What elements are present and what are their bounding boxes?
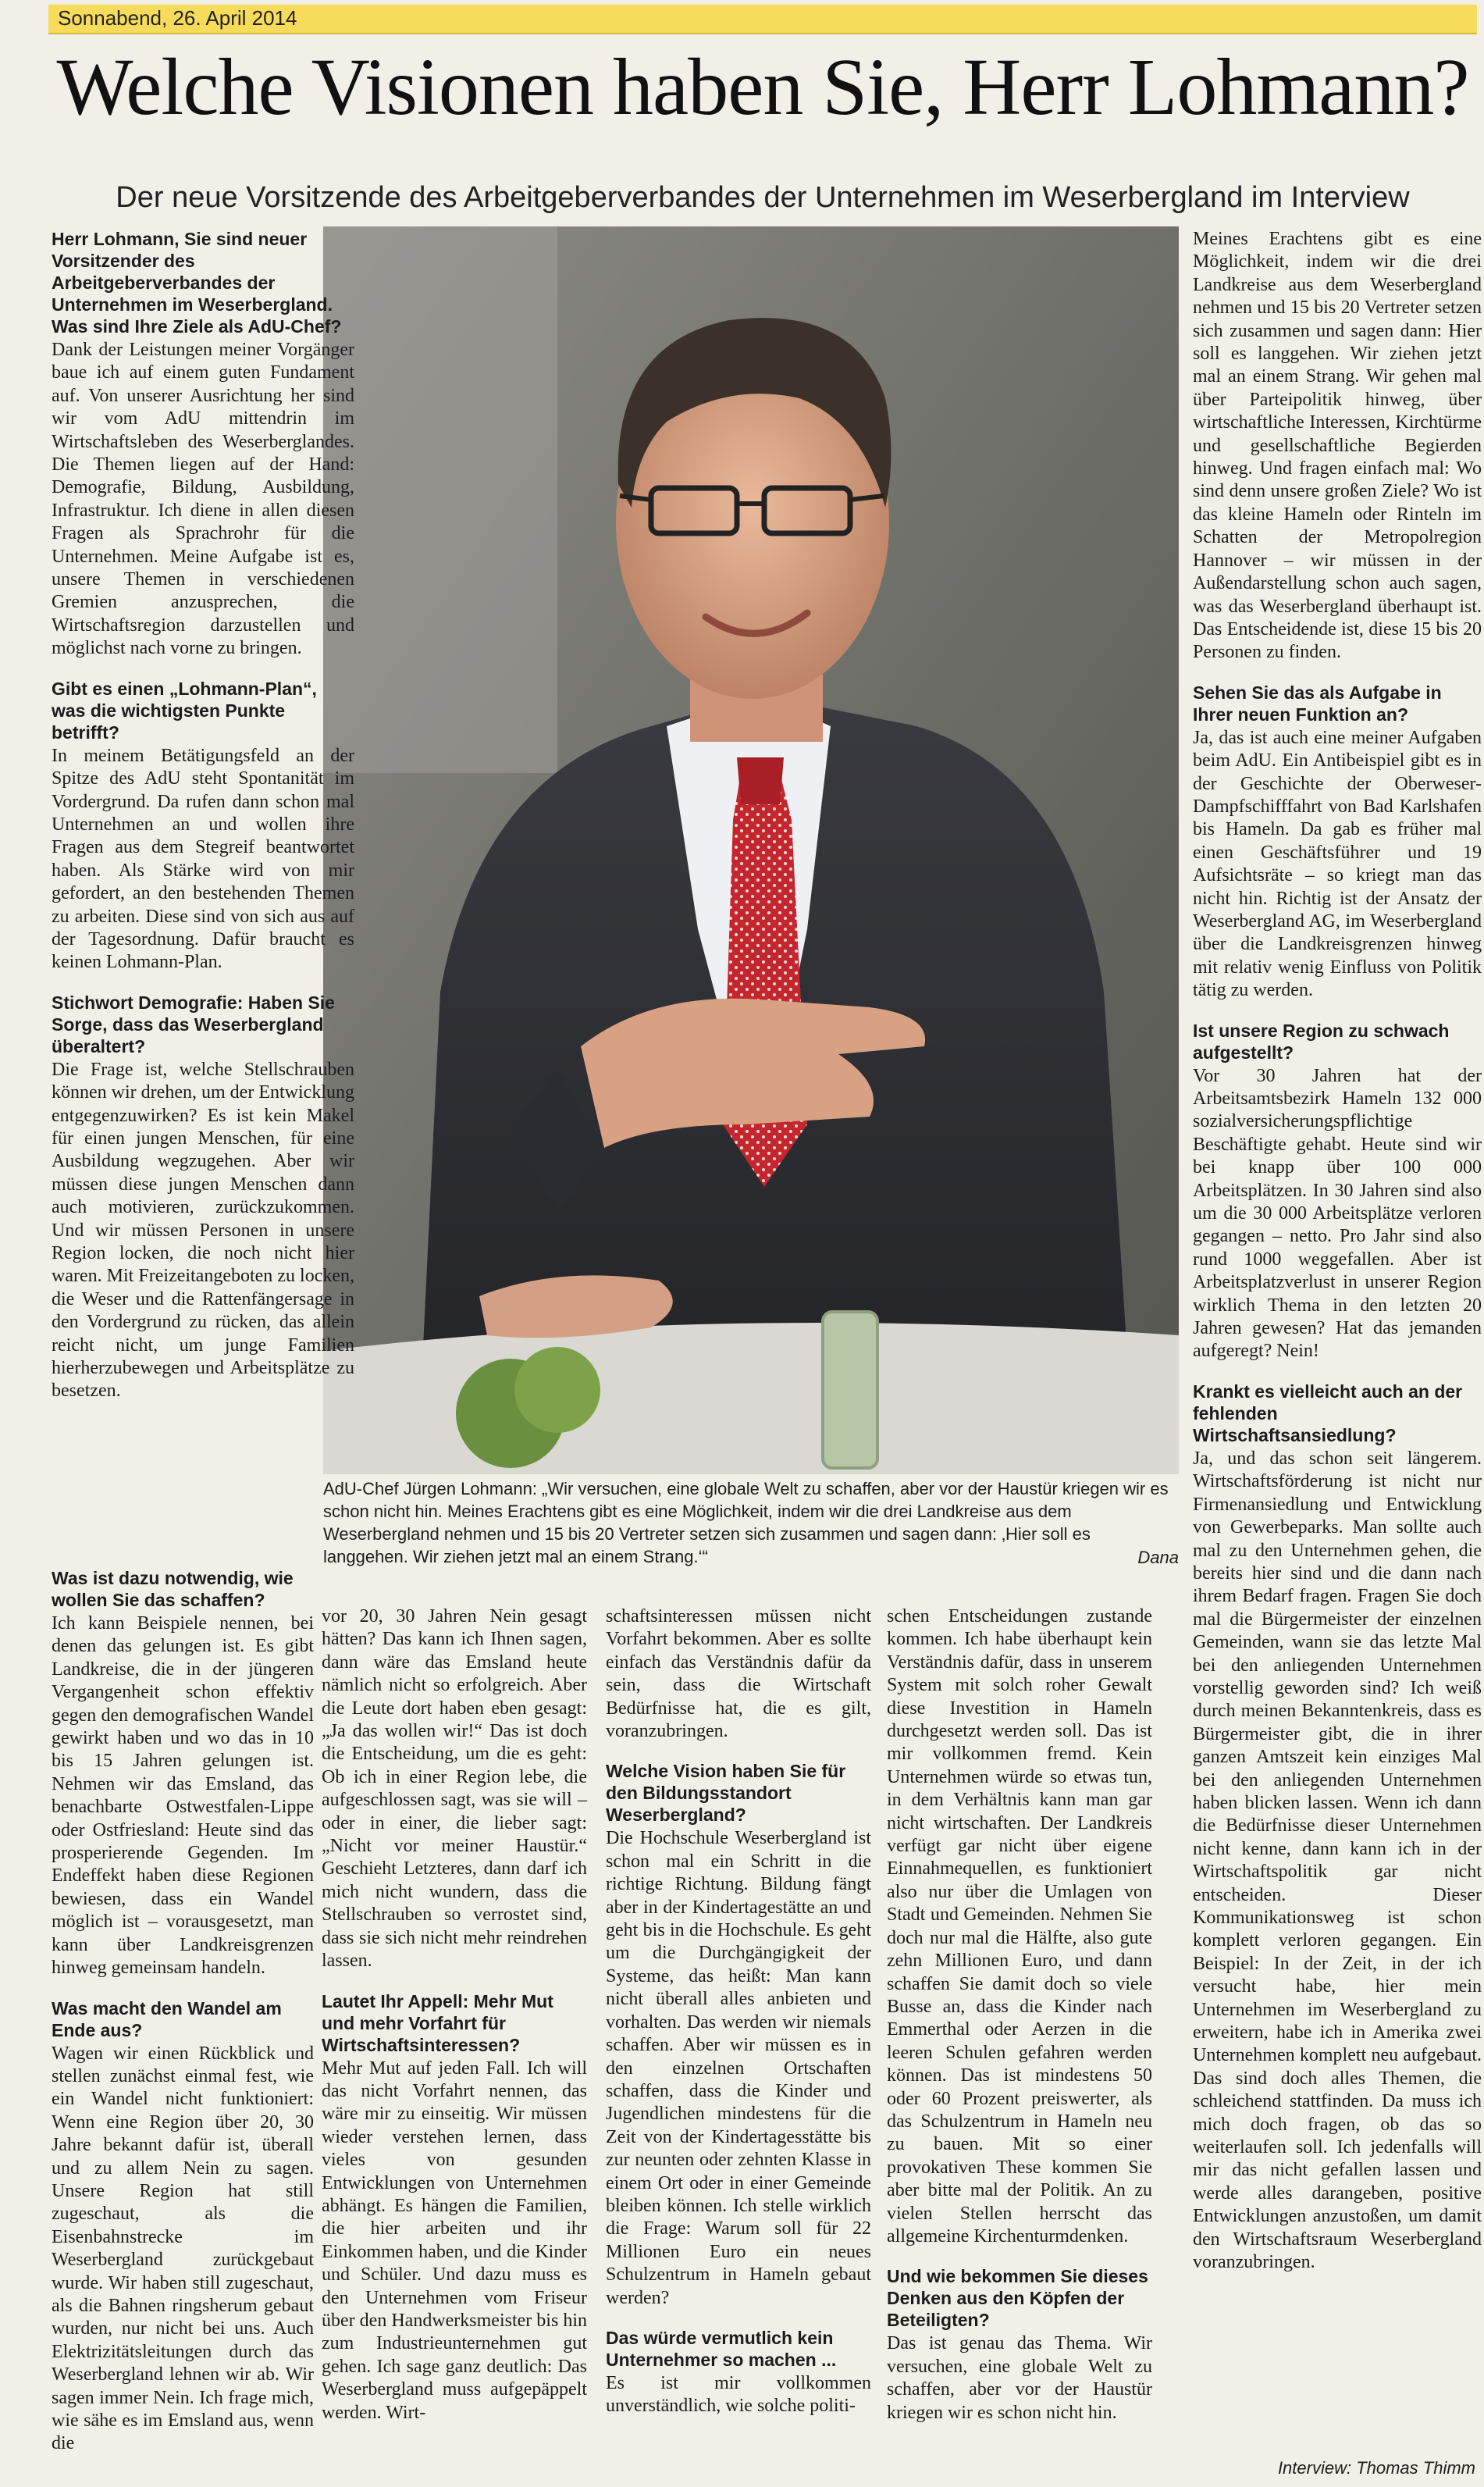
question-8: Das würde vermutlich kein Unternehmer so machen ... (606, 2327, 837, 2370)
article-column-5 (1193, 228, 1482, 2275)
question-4: Was ist dazu notwendig, wie wollen Sie das schaffen? (52, 1568, 294, 1610)
article-column-1-lower (52, 1567, 314, 2456)
answer-3: Die Frage ist, welche Stellschrauben können wir drehen, um der Entwicklung entgegenzuwirken? Es ist kein Makel für einen jungen Menschen, für eine Ausbildung wegzugehen. Aber wir müssen diese jungen Menschen dann auch motivieren, zurückzukommen. Und wir müssen Personen in unsere Region locken, die noch nicht hier waren. Mit Freizeitangeboten zu locken, die Weser und die Rattenfängersage in den Vordergrund zu rücken, das allein reicht nicht, um junge Familien hierherzubewegen und Arbeitsplätze zu besetzen. (52, 1059, 354, 1402)
portrait-photo (323, 226, 1179, 1474)
article-column-4 (887, 1605, 1152, 2425)
answer-9: Die Hochschule Weserbergland ist schon mal ein Schritt in die richtige Richtung. Bildung fängt aber in der Kindertagestätte an und geht bis in die Hochschule. Es geht um die Durchgängigkeit der Systeme, das heißt: Man kann nicht überall alles anbieten und vorhalten. Das werden wir niemals schaffen. Aber wir müssen es in den einzelnen Ortschaften schaffen, dass die Kinder und Jugendlichen mindestens für die Zeit von der Kindertagesstätte bis zur neunten oder zehnten Klasse in einem Ort oder in einer Gemeinde bleiben können. Ich stelle wirklich die Frage: Warum soll für 22 Millionen Euro ein neues Schulzentrum in Hameln gebaut werden? (606, 1828, 871, 2308)
answer-8: schaftsinteressen müssen nicht Vorfahrt bekommen. Aber es sollte einfach das Verständnis dafür da sein, dass die Wirtschaft Bedürfnisse hat, die es gilt, voranzubringen. (606, 1606, 871, 1742)
question-7: Welche Vision haben Sie für den Bildungsstandort Weserbergland? (606, 1761, 846, 1826)
answer-4: Ich kann Beispiele nennen, bei denen das gelungen ist. Es gibt Landkreise, die in der jüngeren Vergangenheit schon effektiv gegen den demografischen Wandel gewirkt haben und wo das in 10 bis 15 Jahren gelungen ist. Nehmen wir das Emsland, das benachbarte Ostwestfalen-Lippe oder Ostfriesland: Heute sind das prosperierende Gegenden. Im Endeffekt haben diese Regionen bewiesen, dass ein Wandel möglich ist – vorausgesetzt, man kann über Landkreisgrenzen hinweg gemeinsam handeln. (52, 1613, 314, 1979)
question-2: Gibt es einen „Lohmann-Plan“, was die wichtigsten Punkte betrifft? (52, 678, 317, 743)
question-11: Ist unsere Region zu schwach aufgestellt? (1193, 1020, 1450, 1063)
question-9: Und wie bekommen Sie dieses Denken aus den Köpfen der Beteiligten? (887, 2266, 1148, 2331)
answer-10: Es ist mir vollkommen unverständlich, wie solche politi- (606, 2372, 871, 2417)
question-12: Krankt es vielleicht auch an der fehlenden Wirtschaftsansiedlung? (1193, 1381, 1463, 1445)
subheadline: Der neue Vorsitzende des Arbeitgeberverbandes der Unternehmen im Weserbergland im Interview (116, 181, 1410, 214)
article-column-1 (52, 228, 354, 1403)
answer-16: Ja, und das schon seit längerem. Wirtschaftsförderung ist nicht nur Firmenansiedlung und Entwicklung von Gewerbeparks. Man sollte auch mal zu den Unternehmen gehen, die bereits hier sind und die dann nach ihrem Bedarf fragen. Fragen Sie doch mal die Bürgermeister der einzelnen Gemeinden, wann sie das letzte Mal bei den anliegenden Unternehmen vorstellig geworden sind? Ich weiß durch meinen Bekanntenkreis, dass es Bürgermeister gibt, die in ihrer ganzen Amtszeit kein einziges Mal bei den anliegenden Unternehmen haben blicken lassen. Wenn ich dann die Bedürfnisse dieser Unternehmen nicht kenne, dann kann ich in der Wirtschaftspolitik gar nicht entscheiden. Dieser Kommunikationsweg ist schon komplett verloren gegangen. Ein Beispiel: In der Zeit, in der ich versucht habe, hier mein Unternehmen im Weserbergland zu erweitern, habe ich in Amerika zwei Unternehmen komplett neu aufgebaut. Das sind doch alles Themen, die schleichend stattfinden. Da muss ich mich doch fragen, ob das so weiterlaufen soll. Ich jedenfalls will mir das nicht gefallen lassen und werde alles darangeben, positive Entwicklungen anzustoßen, um damit den Wirtschaftsraum Weserbergland voranzubringen. (1193, 1448, 1482, 2273)
question-1: Herr Lohmann, Sie sind neuer Vorsitzender des Arbeitgeberverbandes der Unternehmen im Weserbergland. Was sind Ihre Ziele als AdU-Chef? (52, 229, 342, 337)
photo-caption: AdU-Chef Jürgen Lohmann: „Wir versuchen, eine globale Welt zu schaffen, aber vor der Haustür kriegen wir es schon nicht hin. Meines Erachtens gibt es eine Möglichkeit, indem wir die drei Landkreise aus dem Weserbergland nehmen und 15 bis 20 Vertreter setzen sich zusammen und sagen dann: ‚Hier soll es langgehen. Wir ziehen jetzt mal an einem Strang.‘“ (323, 1479, 1169, 1566)
portrait-illustration (323, 226, 1179, 1474)
answer-1: Dank der Leistungen meiner Vorgänger baue ich auf einem guten Fundament auf. Von unserer Ausrichtung her sind wir vom AdU mittendrin im Wirtschaftsleben des Weserberglandes. Die Themen liegen auf der Hand: Demografie, Bildung, Ausbildung, Infrastruktur. Ich diene in allen diesen Fragen als Sprachrohr für die Unternehmen. Meine Aufgabe ist es, unsere Themen in verschiedenen Gremien anzusprechen, die Wirtschaftsregion darzustellen und möglichst nach vorne zu bringen. (52, 340, 354, 659)
question-6: Lautet Ihr Appell: Mehr Mut und mehr Vorfahrt für Wirtschaftsinteressen? (322, 1990, 553, 2055)
answer-6: vor 20, 30 Jahren Nein gesagt hätten? Das kann ich Ihnen sagen, dann wäre das Emsland heute nämlich nicht so erfolgreich. Aber die Leute dort haben eben gesagt: „Ja das wollen wir!“ Das ist doch die Entscheidung, um die es geht: Ob ich in einer Region lebe, die aufgeschlossen sagt, was sie will – oder in einer, die lieber sagt: „Nicht vor meiner Haustür.“ Geschieht Letzteres, dann darf ich mich nicht wundern, dass die Stellschrauben so verrostet sind, dass sie sich nicht mehr reindrehen lassen. (322, 1606, 587, 1972)
question-3: Stichwort Demografie: Haben Sie Sorge, dass das Weserbergland überaltert? (52, 992, 335, 1056)
question-10: Sehen Sie das als Aufgabe in Ihrer neuen Funktion an? (1193, 682, 1442, 725)
article-column-3 (606, 1605, 871, 2418)
answer-7: Mehr Mut auf jeden Fall. Ich will das nicht Vorfahrt nennen, das wäre mir zu einseitig. Wir müssen wieder verstehen lernen, dass vieles von gesunden Entwicklungen von Unternehmen abhängt. Es hängen die Familien, die hier arbeiten und ihr Einkommen haben, und die Kinder und Schüler. Und dazu muss es den Unternehmen vom Friseur über den Handwerksmeister bis hin zum Industrieunternehmen gut gehen. Ich sage ganz deutlich: Das Weserbergland muss aufgepäppelt werden. Wirt- (322, 2058, 587, 2423)
answer-14: Ja, das ist auch eine meiner Aufgaben beim AdU. Ein Antibeispiel gibt es in der Geschichte der Oberweser-Dampfschifffahrt von Bad Karlshafen bis Hameln. Da gab es früher mal einen Geschäftsführer und 19 Aufsichtsräte – so kriegt man das nicht hin. Richtig ist der Ansatz der Weserbergland AG, im Weserbergland über die Landkreisgrenzen hinweg mit relativ wenig Einfluss von Politik tätig zu werden. (1193, 727, 1482, 1001)
article-column-2 (322, 1605, 587, 2425)
answer-12: Das ist genau das Thema. Wir versuchen, eine globale Welt zu schaffen, aber vor der Haustür kriegen wir es schon nicht hin. (887, 2333, 1152, 2423)
question-5: Was macht den Wandel am Ende aus? (52, 1997, 282, 2040)
headline: Welche Visionen haben Sie, Herr Lohmann? (56, 42, 1469, 132)
answer-15: Vor 30 Jahren hat der Arbeitsamtsbezirk Hameln 132 000 sozialversicherungspflichtige Beschäftigte gehabt. Heute sind wir bei knapp über 100 000 Arbeitsplätzen. In 30 Jahren sind also um die 30 000 Arbeitsplätze verloren gegangen – netto. Pro Jahr sind also rund 1000 weggefallen. Aber ist Arbeitsplatzverlust in unserer Region wirklich Thema in den letzten 20 Jahren gewesen? Hat das jemanden aufgeregt? Nein! (1193, 1065, 1482, 1362)
answer-13: Meines Erachtens gibt es eine Möglichkeit, indem wir die drei Landkreise aus dem Weserbergland nehmen und 15 bis 20 Vertreter setzen sich zusammen und sagen dann: Hier soll es langgehen. Wir ziehen jetzt mal an einem Strang. Wir gehen mal über Parteipolitik hinweg, über wirtschaftliche Interessen, Kirchtürme und gesellschaftliche Begierden hinweg. Und fragen einfach mal: Wo sind denn unsere großen Ziele? Wo ist das kleine Hameln oder Rinteln im Schatten der Metropolregion Hannover – wir müssen in der Außendarstellung schon auch sagen, was das Weserbergland überhaupt ist. Das Entscheidende ist, diese 15 bis 20 Personen zu finden. (1193, 229, 1482, 663)
answer-2: In meinem Betätigungsfeld an der Spitze des AdU steht Spontanität im Vordergrund. Da rufen dann schon mal Unternehmen an und wollen ihre Fragen aus dem Stegreif beantwortet haben. Als Stärke wird von mir gefordert, an den bestehenden Themen zu arbeiten. Diese sind von sich aus auf der Tagesordnung. Dafür braucht es keinen Lohmann-Plan. (52, 745, 354, 973)
issue-date: Sonnabend, 26. April 2014 (58, 6, 297, 30)
answer-11: schen Entscheidungen zustande kommen. Ich habe überhaupt kein Verständnis dafür, dass in unserem System mit solch roher Gewalt diese Investition in Hameln durchgesetzt werden soll. Das ist mir vollkommen fremd. Kein Unternehmen würde so etwas tun, in dem Verhältnis kann man gar nicht wirtschaften. Der Landkreis verfügt gar nicht über eigene Einnahmequellen, es funktioniert also nur über die Umlagen von Stadt und Gemeinden. Nehmen Sie doch nur mal die Hälfte, also gute zehn Millionen Euro, und dann schaffen Sie damit doch so viele Busse an, dass die Kinder nach Emmerthal oder Aerzen in die leeren Schulen gefahren werden können. Das ist mindestens 50 oder 60 Prozent preiswerter, als das Schulzentrum in Hameln neu zu bauen. Mit so einer provokativen These kommen Sie aber bitte mal der Politik. An zu vielen Stellen herrscht das allgemeine Kirchenturmdenken. (887, 1606, 1152, 2246)
author-credit: Interview: Thomas Thimm (1277, 2458, 1475, 2478)
answer-5: Wagen wir einen Rückblick und stellen zunächst einmal fest, wie ein Wandel nicht funktioniert: Wenn eine Region über 20, 30 Jahre bekannt dafür ist, überall und zu allem Nein zu sagen. Unsere Region hat still zugeschaut, als die Eisenbahnstrecke im Weserbergland zurückgebaut wurde. Wir haben still zugeschaut, als die Bahnen ringsherum gebaut wurden, nur nicht bei uns. Auch Elektrizitätsleitungen durch das Weserbergland lehnen wir ab. Wir sagen immer Nein. Ich frage mich, wie sähe es im Emsland aus, wenn die (52, 2043, 314, 2454)
photo-credit: Dana (1137, 1548, 1179, 1567)
